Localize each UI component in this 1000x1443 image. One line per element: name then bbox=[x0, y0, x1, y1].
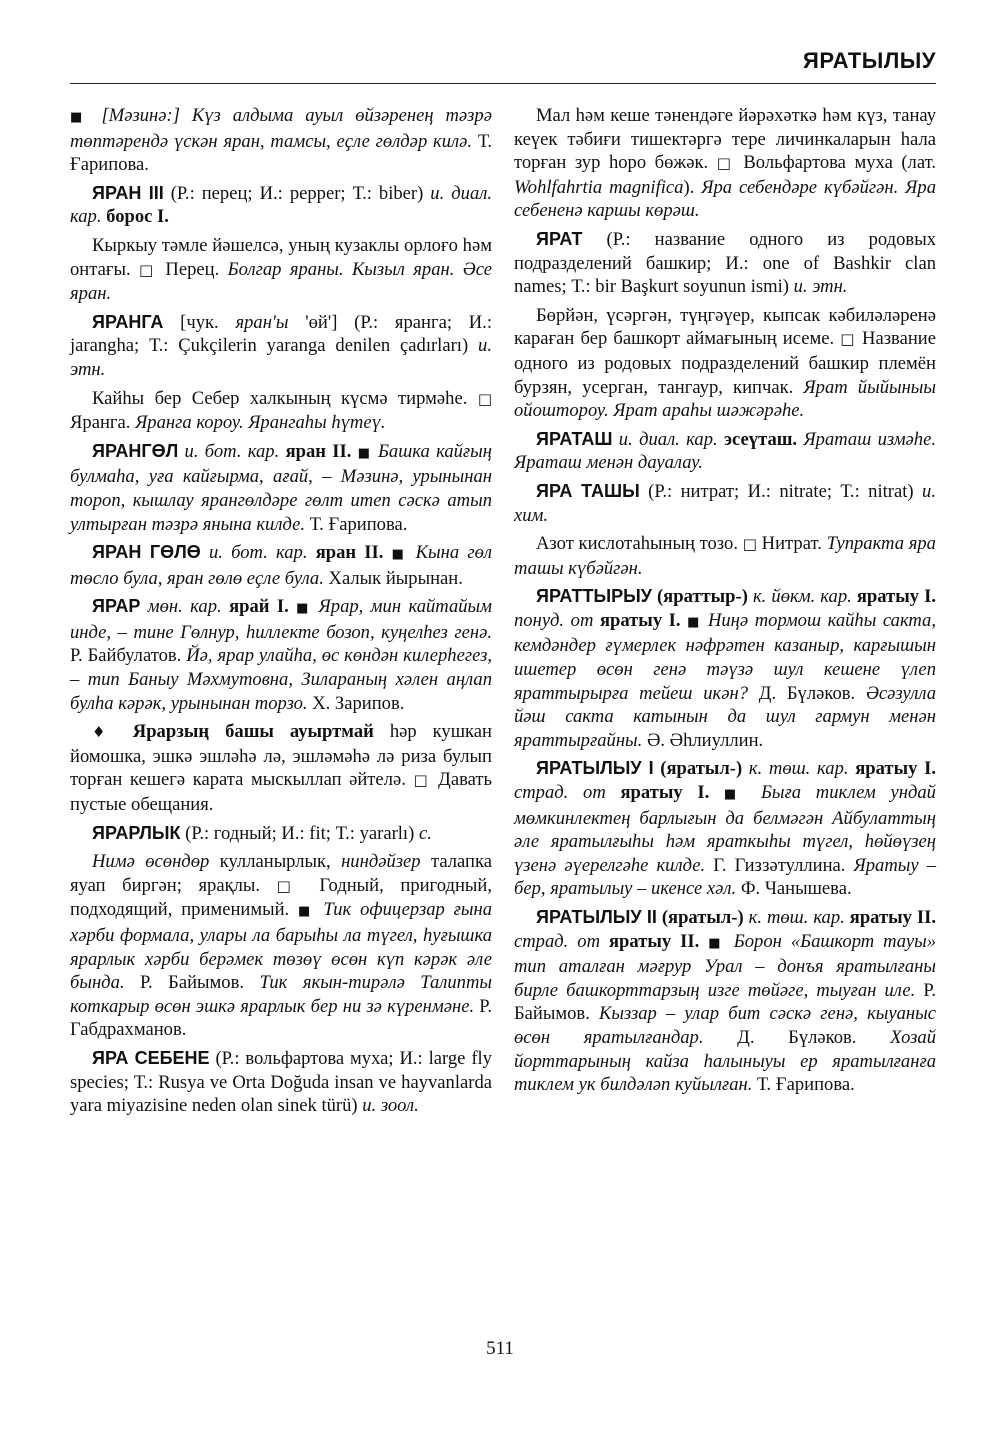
example-marker: ■ bbox=[723, 787, 747, 803]
idiom: ♦ Ярарзың башы ауыртмай һәр кушкан йомошка, эшкә эшләһә лә, эшләмәһә лә риза булып торған кешегә карата мыскыллап әйтелә. □ Давать пустые обещания. bbox=[70, 721, 492, 816]
definition: Бөрйән, үсәргән, түңгәүер, кыпсак кәбиләләренә караған бер башкорт аймағының исеме. □ Название одного из родовых подразделений башкир племён бурзян, усерган, тангаур, кипчак. Ярат йыйыныы ойоштороу. Ярат араһы шәжәрәһе. bbox=[514, 304, 936, 422]
example-marker: ■ bbox=[687, 614, 702, 630]
entry-yaratylyu-2: ЯРАТЫЛЫУ II (яратыл-) к. төш. кар. яратыу II. страд. от яратыу II. ■ Борон «Башкорт тауы» тип аталған мәғрур Урал – донъя яратылғаны бирле башкорттарзың изге төйәге, тыуған иле. Р. Байымов. Кыззар – улар бит сәскә генә, кыуаныс өсөн яратылғандар. Д. Бүләков. Хозай йорттарының кайза һалыныуы ер яратылғанға тиклем ук билдәләп куйылған. Т. Ғарипова. bbox=[514, 907, 937, 1096]
entry-yarangol: ЯРАНГӨЛ и. бот. кар. яран II. ■ Башка кайғың булмаһа, уға кайғырма, ағай, – Мәзинә, урынынан тороп, кышлау ярангөлдәре гөлт итеп сәскә атып ултырған тәзрә янына килде. Т. Ғарипова. bbox=[70, 440, 492, 535]
headword: ЯРАН III bbox=[92, 182, 164, 203]
entry-yaran-3: ЯРАН III (Р.: перец; И.: pepper; Т.: biber) и. диал. кар. борос I. bbox=[70, 182, 492, 228]
headword: ЯРА ТАШЫ bbox=[536, 480, 640, 501]
headword: ЯРАТТЫРЫУ bbox=[536, 586, 652, 607]
entry-continuation: ■ [Мәзинә:] Күз алдыма ауыл өйзәренең тәзрә төптәрендә үскән яран, тамсы, еҫле гөлдәр килә. Т. Ғарипова. bbox=[70, 105, 492, 176]
entry-yarat: ЯРАТ (Р.: название одного из родовых подразделений башкир; И.: one of Bashkir clan names; Т.: bir Başkurt soyunun ismi) и. этн. bbox=[514, 228, 936, 298]
page-number: 511 bbox=[486, 1338, 514, 1359]
example-marker: ■ bbox=[298, 904, 315, 920]
example-marker: ■ bbox=[708, 935, 725, 951]
left-column bbox=[70, 104, 492, 1123]
running-title: ЯРАТЫЛЫУ bbox=[803, 48, 936, 73]
definition: Мал һәм кеше тәнендәге йәрәхәткә һәм күз, танау кеүек тәбиғи тишектәргә тере личинкаларын һала торған зур һоро бөжәк. □ Вольфартова муха (лат. Wohlfahrtia magnifica). Яра себендәре күбәйгән. Яра себененә каршы көрәш. bbox=[514, 105, 936, 222]
headword: ЯРАН ГӨЛӨ bbox=[92, 542, 201, 563]
example-marker: ■ bbox=[70, 110, 90, 125]
example-marker: ■ bbox=[357, 445, 372, 461]
headword: ЯРАТЫЛЫУ I bbox=[536, 758, 654, 779]
headword: ЯРАНГӨЛ bbox=[92, 440, 179, 461]
definition: Кыркыу тәмле йәшелсә, уның кузаклы орлоғо һәм онтағы. □ Перец. Болгар яраны. Кызыл яран. Әсе яран. bbox=[70, 234, 492, 305]
translation-marker: □ bbox=[276, 876, 303, 895]
entry-yaratylyu-1: ЯРАТЫЛЫУ I (яратыл-) к. төш. кар. яратыу I. страд. от яратыу I. ■ Быға тиклем ундай мөмкинлектең барлығын да белмәгән Айбулаттың әле яратылғыһы һәм яраткыһы түгел, һөйөүзең үзенә әүерелгәһе килде. Г. Гиззәтуллина. Яратыу – бер, яратылыу – икенсе хәл. Ф. Чанышева. bbox=[514, 758, 936, 900]
header-rule bbox=[70, 83, 936, 85]
right-column bbox=[514, 104, 936, 1102]
entry-yaranga: ЯРАНГА [чук. яран'ы 'өй'] (Р.: яранга; И.: jarangha; Т.: Çukçilerin yaranga denilen çadırları) и. этн. bbox=[70, 311, 492, 380]
entry-yaratash: ЯРАТАШ и. диал. кар. эсеүташ. Яраташ измәһе. Яраташ менән дауалау. bbox=[514, 428, 937, 474]
headword: ЯРАР bbox=[92, 596, 141, 617]
headword: ЯРАТ bbox=[536, 228, 583, 249]
entry-yara-tashy: ЯРА ТАШЫ (Р.: нитрат; И.: nitrate; Т.: nitrat) и. хим. bbox=[514, 480, 936, 526]
entry-yarar: ЯРАР мөн. кар. ярай I. ■ Ярар, мин кайтайым инде, – тине Гөлнур, һиллекте бозоп, куңелһез генә. Р. Байбулатов. Йә, ярар улайһа, өс көндән килерһегез, – тип Баныу Мәхмутовна, Зилараның хәлен аңлап булһа кәрәк, урынынан торзо. Х. Зарипов. bbox=[70, 596, 492, 714]
translation-marker: □ bbox=[742, 535, 757, 554]
example-marker: ■ bbox=[296, 601, 312, 617]
entry-yarattyryu: ЯРАТТЫРЫУ (яраттыр-) к. йөкм. кар. яратыу I. понуд. от яратыу I. ■ Ниңә тормош кайһы сакта, кемдәндер ғүмерлек нәфрәтен казаныр, карғышын ишетер өсөн генә тәүзә шул кешене үлеп яраттырырға тейеш икән? Д. Бүләков. Әсәзулла йәш сакта катынын да шул гармун менән яраттырғайны. Ә. Әһлиуллин. bbox=[514, 586, 936, 751]
translation-marker: □ bbox=[139, 260, 157, 279]
headword: ЯРАНГА bbox=[92, 311, 164, 332]
entry-yara-sebene: ЯРА СЕБЕНЕ (Р.: вольфартова муха; И.: large fly species; Т.: Rusya ve Orta Doğuda insan ve hayvanlarda yara miyazisine neden olan sinek türü) и. зоол. bbox=[70, 1047, 492, 1117]
translation-marker: □ bbox=[716, 154, 735, 173]
definition: Нимә өсөндөр кулланырлык, ниндәйзер талапка яуап биргән; ярақлы. □ Годный, пригодный, подходящий, применимый. ■ Тик офицерзар ғына хәрби формала, улары ла барыһы ла түгел, һуғышка ярарлык хәрби берәмек төзөү өсөн күп кәрәк әле бында. Р. Байымов. Тик якын-тирәлә Талипты коткарыр өсөн эшкә ярарлык бер ни зә күренмәне. Р. Габдрахманов. bbox=[70, 851, 492, 1041]
headword: ЯРА СЕБЕНЕ bbox=[92, 1047, 210, 1068]
entry-yararlyk: ЯРАРЛЫК (Р.: годный; И.: fit; Т.: yararlı) с. bbox=[92, 822, 432, 844]
headword: ЯРАТАШ bbox=[536, 428, 613, 449]
definition: Азот кислотаһының тозо. □ Нитрат. Тупракта яра ташы күбәйгән. bbox=[514, 533, 936, 579]
entry-yaran-gole: ЯРАН ГӨЛӨ и. бот. кар. яран II. ■ Кына гөл төсло була, яран гөлө еҫле була. Халык йырынан. bbox=[70, 542, 492, 589]
headword: ЯРАРЛЫК bbox=[92, 822, 181, 843]
running-header bbox=[70, 48, 936, 84]
definition: Кайһы бер Себер халкының күсмә тирмәһе. □ Яранга. Яранга короу. Ярангаһы һүтеү. bbox=[70, 387, 492, 434]
translation-marker: □ bbox=[413, 771, 431, 790]
headword: ЯРАТЫЛЫУ II bbox=[536, 907, 657, 927]
example-marker: ■ bbox=[391, 547, 408, 563]
translation-marker: □ bbox=[840, 330, 856, 349]
translation-marker: □ bbox=[477, 389, 492, 408]
idiom-marker: ♦ bbox=[92, 723, 117, 742]
